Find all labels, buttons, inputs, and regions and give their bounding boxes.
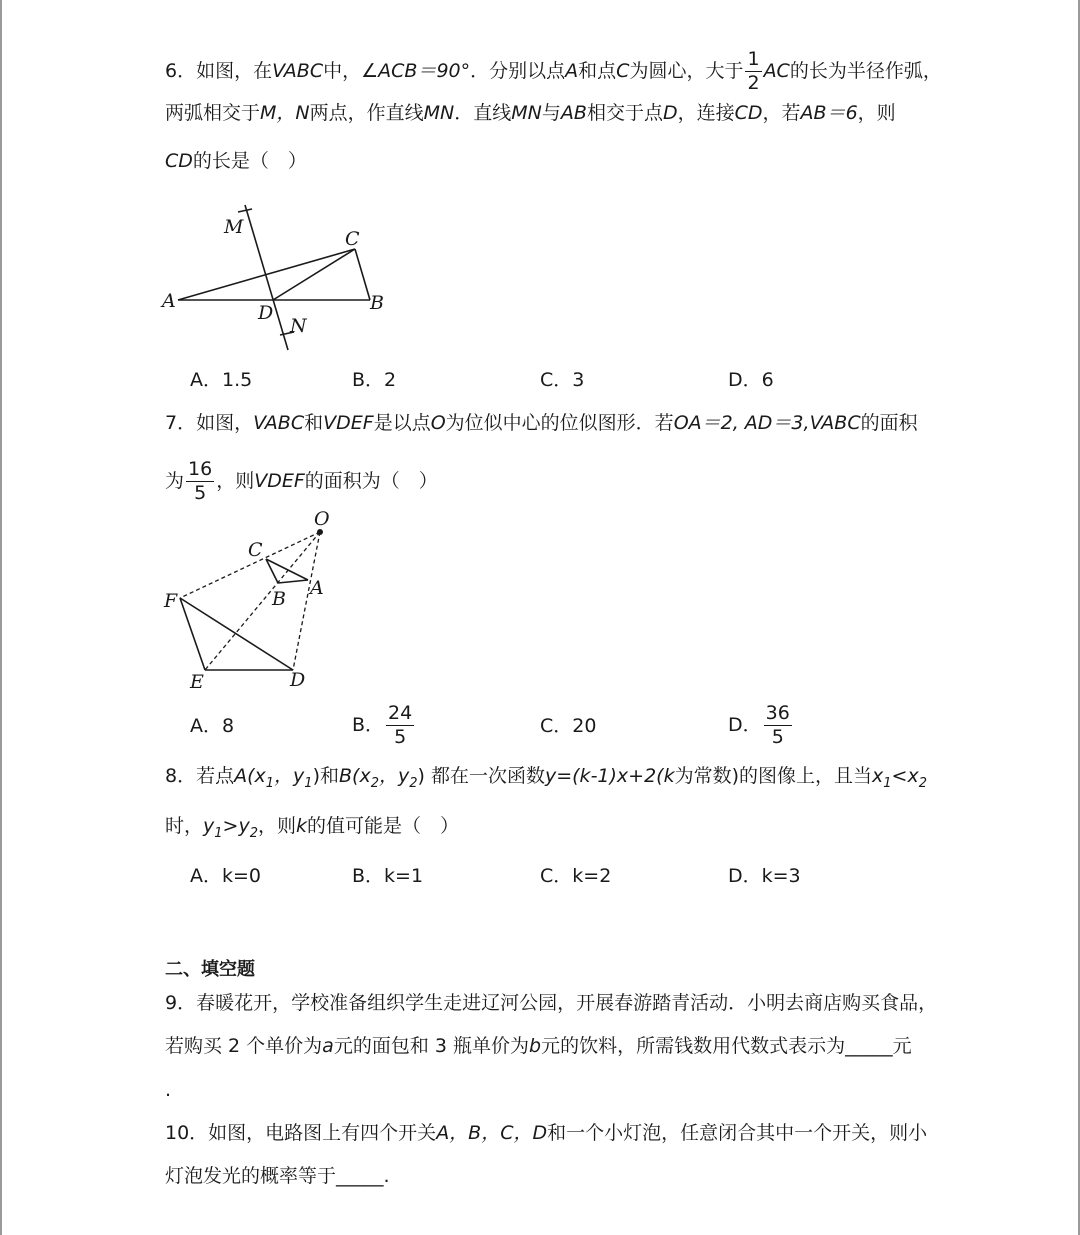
segment-ba	[278, 580, 308, 583]
q6-fraction	[745, 50, 761, 93]
q8-text: )和	[312, 765, 339, 787]
q8-point: B	[339, 765, 353, 787]
fraction-numerator: 1	[747, 48, 760, 70]
q6-text: 和点	[578, 60, 617, 82]
q10-text: 和一个小灯泡，任意闭合其中一个开关，则小	[547, 1122, 928, 1144]
label-c: C	[345, 228, 360, 250]
q7-text: 的面积为（ ）	[304, 470, 438, 492]
q8-function: y=(k-1)x+2(k	[544, 765, 675, 787]
q7-text: 为	[165, 470, 185, 492]
label-a: A	[162, 290, 176, 312]
option-prefix: B．	[352, 714, 385, 736]
option-prefix: D．	[728, 714, 762, 736]
q6-line-1	[165, 50, 942, 93]
q6-text: 的长为半径作弧，	[789, 60, 942, 82]
ray-od	[293, 532, 320, 670]
q8-coord: (x	[352, 765, 371, 787]
option-fraction	[386, 704, 414, 747]
subscript: 2	[370, 775, 379, 791]
q7-text: 是以点	[373, 412, 431, 434]
q6-points: M，N	[260, 102, 310, 124]
q6-line-3	[165, 148, 307, 174]
q7-triangle: VABC	[809, 412, 861, 434]
q6-text: ，则	[857, 102, 896, 124]
q8-text: ) 都在一次函数	[417, 765, 545, 787]
q8-text: ，则	[258, 815, 297, 837]
q6-text: 6．如图，在	[165, 60, 273, 82]
q9-line-1: 9．春暖花开，学校准备组织学生走进辽河公园，开展春游踏青活动．小明去商店购买食品，	[165, 992, 938, 1014]
q7-text: 和	[304, 412, 324, 434]
q7-text: 7．如图，	[165, 412, 254, 434]
label-c: C	[248, 539, 263, 561]
fraction-denominator: 2	[747, 72, 760, 94]
q7-text: ，则	[216, 470, 255, 492]
q7-point: O	[430, 412, 446, 434]
q9-line-2	[165, 1033, 912, 1059]
q7-line-2	[165, 460, 438, 503]
subscript: 1	[883, 775, 892, 791]
q6-option-d[interactable]: D．6	[728, 369, 774, 391]
page-left-edge	[0, 0, 2, 1235]
q6-segment: AB	[560, 102, 587, 124]
q8-text: 8．若点	[165, 765, 235, 787]
q8-var: y	[203, 815, 215, 837]
q6-text: 为圆心，大于	[629, 60, 744, 82]
q6-text: 的长是（ ）	[192, 150, 307, 172]
q10-text: 10．如图，电路图上有四个开关	[165, 1122, 437, 1144]
q7-fraction	[186, 460, 214, 503]
q7-triangle: VDEF	[254, 470, 305, 492]
segment-ca	[266, 559, 308, 580]
label-n: N	[290, 315, 307, 337]
q8-var: x	[872, 765, 884, 787]
q8-text: 时，	[165, 815, 204, 837]
q6-line-2	[165, 100, 896, 126]
label-o: O	[314, 508, 330, 530]
q7-text: 为位似中心的位似图形．若	[445, 412, 674, 434]
subscript: 2	[918, 775, 927, 791]
fraction-numerator: 24	[388, 702, 413, 724]
subscript: 1	[214, 825, 223, 841]
q6-text: ．直线	[454, 102, 512, 124]
q6-figure	[160, 195, 400, 355]
q6-option-c[interactable]: C．3	[540, 369, 585, 391]
fraction-denominator: 5	[771, 726, 784, 748]
q10-line-1	[165, 1120, 927, 1146]
q9-var: b	[529, 1035, 542, 1057]
q8-option-d[interactable]: D．k=3	[728, 865, 801, 887]
q8-text: 为常数)的图像上，且当	[674, 765, 873, 787]
subscript: 2	[409, 775, 418, 791]
q6-line-name: MN	[511, 102, 542, 124]
q9-line-3: .	[165, 1079, 172, 1101]
q7-option-d[interactable]	[728, 704, 794, 747]
q7-line-1	[165, 410, 918, 436]
q6-text: ，若	[762, 102, 801, 124]
label-b: B	[370, 292, 384, 314]
q6-segment: CD	[165, 150, 193, 172]
segment-ac	[178, 249, 355, 300]
q6-segment: CD	[734, 102, 763, 124]
label-a: A	[310, 577, 324, 599]
q6-text: 两弧相交于	[165, 102, 261, 124]
q9-text: 若购买 2 个单价为	[165, 1035, 323, 1057]
q6-point: A	[565, 60, 579, 82]
line-mn	[245, 205, 288, 350]
subscript: 2	[249, 825, 258, 841]
q10-line-2: 灯泡发光的概率等于_____.	[165, 1165, 390, 1187]
q8-coord: ，y	[274, 765, 305, 787]
q7-option-b[interactable]	[352, 704, 416, 747]
q7-option-c[interactable]: C．20	[540, 715, 597, 737]
q8-line-2	[165, 813, 459, 847]
q6-text: 两点，作直线	[309, 102, 424, 124]
q9-var: a	[322, 1035, 334, 1057]
fraction-numerator: 16	[188, 458, 213, 480]
q7-option-a[interactable]: A．8	[190, 715, 235, 737]
arc-mark-m	[238, 209, 252, 212]
fraction-denominator: 5	[194, 482, 207, 504]
label-b: B	[272, 588, 286, 610]
q6-text: 与	[541, 102, 561, 124]
q6-text: ．分别以点	[470, 60, 566, 82]
segment-fe	[180, 598, 205, 670]
subscript: 1	[304, 775, 313, 791]
fraction-numerator: 36	[765, 702, 790, 724]
q10-switches: A，B，C，D	[436, 1122, 548, 1144]
q6-triangle: VABC	[272, 60, 324, 82]
q6-point: C	[616, 60, 630, 82]
q6-angle: ∠ACB＝90°	[361, 60, 471, 82]
q6-option-b[interactable]: B．2	[352, 369, 397, 391]
q7-condition: OA＝2, AD＝3,	[673, 412, 810, 434]
q9-text: 元的饮料，所需钱数用代数式表示为_____元	[541, 1035, 912, 1057]
q6-text: 中，	[323, 60, 362, 82]
label-d: D	[258, 302, 274, 324]
segment-cb	[355, 249, 370, 300]
q8-var: k	[296, 815, 308, 837]
segment-dc	[273, 249, 355, 300]
q8-var: >y	[222, 815, 250, 837]
q6-text: ，连接	[677, 102, 735, 124]
q8-point: A	[234, 765, 248, 787]
q6-point: D	[662, 102, 678, 124]
q6-option-a[interactable]: A．1.5	[190, 369, 253, 391]
q8-line-1	[165, 763, 927, 797]
q8-var: <x	[891, 765, 919, 787]
q7-triangle: VDEF	[323, 412, 374, 434]
label-m: M	[224, 216, 244, 238]
q9-text: 元的面包和 3 瓶单价为	[333, 1035, 529, 1057]
q7-figure	[160, 505, 350, 695]
q6-text: 相交于点	[586, 102, 663, 124]
q7-triangle: VABC	[253, 412, 305, 434]
fraction-denominator: 5	[394, 726, 407, 748]
q8-coord: (x	[247, 765, 266, 787]
q8-coord: ，y	[379, 765, 410, 787]
q6-line-name: MN	[423, 102, 455, 124]
label-f: F	[164, 590, 178, 612]
label-d: D	[290, 669, 306, 691]
label-e: E	[190, 671, 204, 693]
q7-text: 的面积	[860, 412, 918, 434]
q6-condition: AB＝6	[800, 102, 858, 124]
q8-option-a[interactable]: A．k=0	[190, 865, 262, 887]
option-fraction	[764, 704, 792, 747]
section-heading: 二、填空题	[165, 959, 255, 980]
q6-segment: AC	[763, 60, 790, 82]
subscript: 1	[265, 775, 275, 791]
q8-option-b[interactable]: B．k=1	[352, 865, 424, 887]
q8-option-c[interactable]: C．k=2	[540, 865, 612, 887]
q8-text: 的值可能是（ ）	[307, 815, 460, 837]
